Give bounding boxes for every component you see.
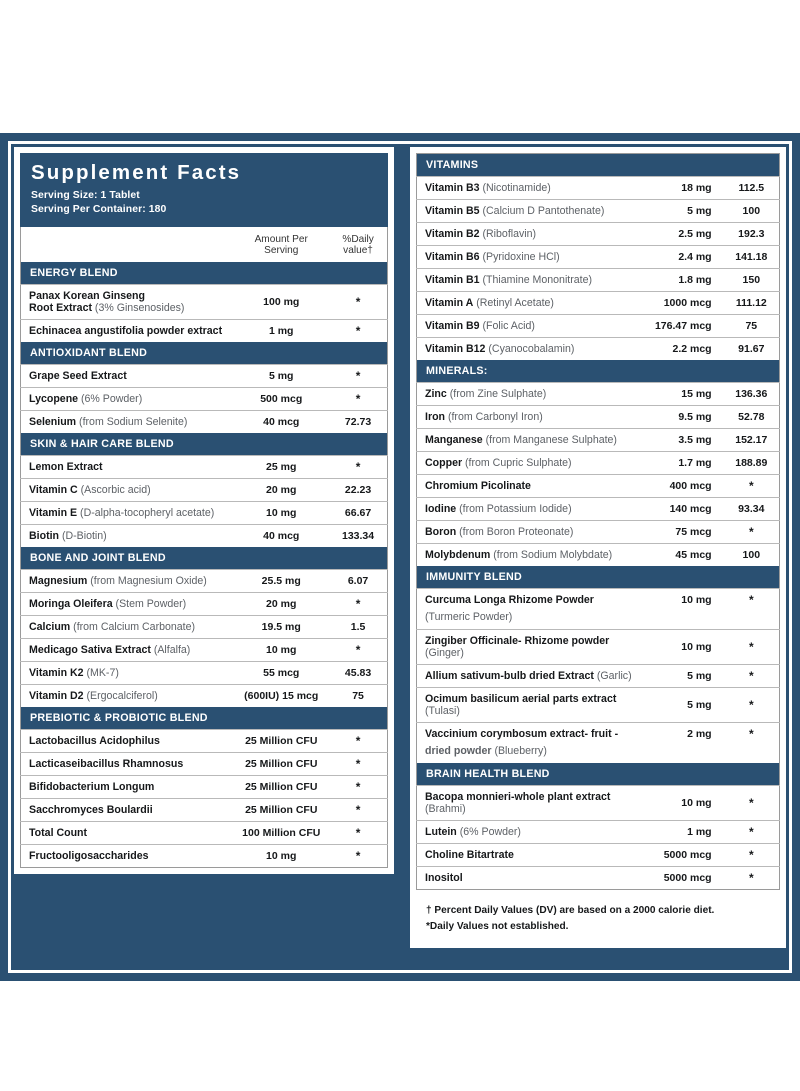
table-row <box>21 525 388 548</box>
daily-value: * <box>325 822 387 845</box>
daily-value: * <box>720 665 780 688</box>
ingredient-name: Grape Seed Extract <box>21 365 234 388</box>
daily-value: * <box>325 320 387 343</box>
ingredient-source: (Stem Powder) <box>112 598 187 611</box>
ingredient-source: (from Carbonyl Iron) <box>445 411 543 423</box>
amount-per-serving: 1 mg <box>233 320 325 343</box>
ingredient-name: Manganese (from Manganese Sulphate) <box>417 429 637 452</box>
daily-value: 133.34 <box>325 525 387 548</box>
table-row <box>417 200 780 223</box>
table-row <box>21 502 388 525</box>
amount-per-serving: 18 mg <box>636 177 719 200</box>
daily-value: 75 <box>325 685 387 708</box>
ingredient-name: Vitamin A (Retinyl Acetate) <box>417 292 637 315</box>
daily-value: * <box>720 821 780 844</box>
amount-per-serving: 1.7 mg <box>636 452 719 475</box>
amount-per-serving: 25 Million CFU <box>233 776 325 799</box>
table-row <box>21 285 388 320</box>
table-row <box>417 723 780 746</box>
ingredient-source: (Garlic) <box>593 670 632 682</box>
ingredient-source: (Brahmi) <box>425 803 466 815</box>
ingredient-name: Lacticaseibacillus Rhamnosus <box>21 753 234 776</box>
amount-per-serving: 500 mcg <box>233 388 325 411</box>
table-row <box>21 411 388 434</box>
amount-per-serving: 19.5 mg <box>233 616 325 639</box>
amount-per-serving: 9.5 mg <box>636 406 719 429</box>
amount-per-serving: 1 mg <box>636 821 719 844</box>
table-row <box>21 662 388 685</box>
table-row <box>417 406 780 429</box>
ingredient-source: (D-Biotin) <box>59 530 107 543</box>
daily-value: 150 <box>720 269 780 292</box>
ingredient-name: Lemon Extract <box>21 456 234 479</box>
section-heading: ENERGY BLEND <box>21 262 388 285</box>
amount-per-serving: 2.4 mg <box>636 246 719 269</box>
table-row <box>21 845 388 868</box>
ingredient-name: Medicago Sativa Extract (Alfalfa) <box>21 639 234 662</box>
daily-value: * <box>325 285 387 320</box>
daily-value: * <box>325 730 387 753</box>
ingredient-source: (MK-7) <box>83 667 119 680</box>
daily-value: 75 <box>720 315 780 338</box>
ingredient-name: Total Count <box>21 822 234 845</box>
amount-per-serving: 25 Million CFU <box>233 799 325 822</box>
ingredient-source: (from Potassium Iodide) <box>456 503 572 515</box>
section-heading-row <box>21 433 388 456</box>
daily-value: * <box>720 786 780 821</box>
ingredient-source: (from Manganese Sulphate) <box>482 434 617 446</box>
amount-per-serving: 5 mg <box>636 200 719 223</box>
ingredient-name: Selenium (from Sodium Selenite) <box>21 411 234 434</box>
page-title: Supplement Facts <box>31 161 242 184</box>
amount-per-serving: 25 Million CFU <box>233 753 325 776</box>
ingredient-source: (Riboflavin) <box>479 228 537 240</box>
ingredient-name: Lycopene (6% Powder) <box>21 388 234 411</box>
table-row <box>21 730 388 753</box>
serving-size: Serving Size: 1 Tablet <box>31 189 140 201</box>
ingredient-source: (D-alpha-tocopheryl acetate) <box>77 507 215 520</box>
ingredient-name: Vitamin B12 (Cyanocobalamin) <box>417 338 637 361</box>
table-row <box>417 786 780 821</box>
table-row <box>417 630 780 665</box>
daily-value: * <box>720 867 780 890</box>
daily-value: 188.89 <box>720 452 780 475</box>
column-header-blank <box>21 227 234 262</box>
serving-per-container: Serving Per Container: 180 <box>31 204 167 216</box>
amount-per-serving: 20 mg <box>233 479 325 502</box>
daily-value: 100 <box>720 544 780 567</box>
ingredient-name: Curcuma Longa Rhizome Powder <box>417 589 637 612</box>
amount-per-serving: 10 mg <box>233 639 325 662</box>
column-header-amount: Amount Per Serving <box>254 234 308 257</box>
amount-per-serving: 40 mcg <box>233 525 325 548</box>
section-heading: IMMUNITY BLEND <box>417 566 780 589</box>
amount-per-serving: 25 mg <box>233 456 325 479</box>
daily-value: * <box>720 844 780 867</box>
ingredient-name: Zingiber Officinale- Rhizome powder (Ginger) <box>417 630 637 665</box>
ingredient-name: Copper (from Cupric Sulphate) <box>417 452 637 475</box>
ingredient-name: Vitamin C (Ascorbic acid) <box>21 479 234 502</box>
daily-value: * <box>325 776 387 799</box>
amount-per-serving: 45 mcg <box>636 544 719 567</box>
section-heading-row <box>21 547 388 570</box>
amount-per-serving: 55 mcg <box>233 662 325 685</box>
ingredient-name: Biotin (D-Biotin) <box>21 525 234 548</box>
ingredient-name-continued: dried powder (Blueberry) <box>425 745 547 757</box>
ingredient-source: (Folic Acid) <box>479 320 535 332</box>
ingredient-name: Lutein (6% Powder) <box>417 821 637 844</box>
amount-per-serving: 2 mg <box>636 723 719 746</box>
amount-per-serving: 3.5 mg <box>636 429 719 452</box>
ingredient-name: Calcium (from Calcium Carbonate) <box>21 616 234 639</box>
supplement-facts-columns <box>14 147 786 948</box>
daily-value: * <box>720 630 780 665</box>
daily-value: 111.12 <box>720 292 780 315</box>
section-heading: MINERALS: <box>417 360 780 383</box>
ingredient-name: Moringa Oleifera (Stem Powder) <box>21 593 234 616</box>
table-row <box>417 821 780 844</box>
ingredient-source: (6% Powder) <box>456 826 521 838</box>
daily-value: 22.23 <box>325 479 387 502</box>
amount-per-serving: (600IU) 15 mcg <box>233 685 325 708</box>
ingredient-source: (from Sodium Molybdate) <box>490 549 613 561</box>
right-nutrition-table <box>416 153 780 890</box>
table-row <box>21 479 388 502</box>
section-heading: VITAMINS <box>417 154 780 177</box>
daily-value: 141.18 <box>720 246 780 269</box>
ingredient-name: Inositol <box>417 867 637 890</box>
table-row <box>417 452 780 475</box>
table-row <box>417 292 780 315</box>
daily-value: * <box>720 475 780 498</box>
ingredient-source: (Alfalfa) <box>150 644 191 657</box>
ingredient-source: (Ginger) <box>425 647 464 659</box>
footnote-daily-value: † Percent Daily Values (DV) are based on a 2000 calorie diet. <box>426 905 715 916</box>
column-header-row <box>21 227 388 262</box>
table-row <box>417 223 780 246</box>
ingredient-name: Lactobacillus Acidophilus <box>21 730 234 753</box>
table-row-continuation <box>417 611 780 630</box>
table-row <box>417 429 780 452</box>
amount-per-serving: 2.2 mcg <box>636 338 719 361</box>
ingredient-source: (3% Ginsenosides) <box>91 302 185 315</box>
amount-per-serving: 140 mcg <box>636 498 719 521</box>
ingredient-name: Sacchromyces Boulardii <box>21 799 234 822</box>
table-row <box>21 685 388 708</box>
table-row <box>417 688 780 723</box>
section-heading: ANTIOXIDANT BLEND <box>21 342 388 365</box>
ingredient-source: (from Sodium Selenite) <box>76 416 188 429</box>
table-row <box>417 544 780 567</box>
ingredient-name: Panax Korean Ginseng Root Extract (3% Ginsenosides) <box>21 285 234 320</box>
ingredient-name: Iron (from Carbonyl Iron) <box>417 406 637 429</box>
table-row <box>21 639 388 662</box>
ingredient-name: Zinc (from Zine Sulphate) <box>417 383 637 406</box>
table-row <box>21 799 388 822</box>
ingredient-source: (Tulasi) <box>425 705 460 717</box>
table-row <box>21 822 388 845</box>
daily-value: * <box>325 456 387 479</box>
ingredient-source: (Ascorbic acid) <box>77 484 151 497</box>
daily-value: * <box>325 593 387 616</box>
amount-per-serving: 176.47 mcg <box>636 315 719 338</box>
section-heading-row <box>417 154 780 177</box>
amount-per-serving: 100 Million CFU <box>233 822 325 845</box>
daily-value: 66.67 <box>325 502 387 525</box>
section-heading-row <box>21 707 388 730</box>
ingredient-source: (from Magnesium Oxide) <box>87 575 207 588</box>
amount-per-serving: 75 mcg <box>636 521 719 544</box>
amount-per-serving: 5000 mcg <box>636 867 719 890</box>
daily-value: 52.78 <box>720 406 780 429</box>
ingredient-source: (Cyanocobalamin) <box>485 343 575 355</box>
table-row <box>417 665 780 688</box>
amount-per-serving: 15 mg <box>636 383 719 406</box>
ingredient-source: (Pyridoxine HCl) <box>479 251 560 263</box>
ingredient-name: Vaccinium corymbosum extract- fruit - <box>417 723 637 746</box>
right-panel <box>410 147 786 948</box>
amount-per-serving: 20 mg <box>233 593 325 616</box>
ingredient-source: (Retinyl Acetate) <box>473 297 554 309</box>
section-heading: BONE AND JOINT BLEND <box>21 547 388 570</box>
daily-value: * <box>325 753 387 776</box>
amount-per-serving: 10 mg <box>233 502 325 525</box>
daily-value: 1.5 <box>325 616 387 639</box>
ingredient-name: Vitamin K2 (MK-7) <box>21 662 234 685</box>
ingredient-name: Echinacea angustifolia powder extract <box>21 320 234 343</box>
daily-value: * <box>720 723 780 746</box>
table-row <box>21 776 388 799</box>
ingredient-name: Boron (from Boron Proteonate) <box>417 521 637 544</box>
table-row <box>417 269 780 292</box>
daily-value: * <box>720 589 780 612</box>
ingredient-source: (Thiamine Mononitrate) <box>479 274 593 286</box>
ingredient-source: (6% Powder) <box>78 393 143 406</box>
ingredient-name: Vitamin B2 (Riboflavin) <box>417 223 637 246</box>
table-row <box>417 498 780 521</box>
ingredient-source: (from Zine Sulphate) <box>446 388 547 400</box>
daily-value: * <box>720 688 780 723</box>
section-heading-row <box>21 342 388 365</box>
amount-per-serving: 400 mcg <box>636 475 719 498</box>
table-row <box>21 616 388 639</box>
column-header-daily-value: %Daily value† <box>342 234 374 257</box>
section-heading: SKIN & HAIR CARE BLEND <box>21 433 388 456</box>
ingredient-source: (Nicotinamide) <box>479 182 551 194</box>
table-row <box>417 844 780 867</box>
ingredient-name: Vitamin B9 (Folic Acid) <box>417 315 637 338</box>
table-row <box>417 383 780 406</box>
ingredient-name: Molybdenum (from Sodium Molybdate) <box>417 544 637 567</box>
ingredient-source: (from Cupric Sulphate) <box>462 457 572 469</box>
daily-value: 93.34 <box>720 498 780 521</box>
amount-per-serving: 40 mcg <box>233 411 325 434</box>
daily-value: 112.5 <box>720 177 780 200</box>
ingredient-name: Vitamin B5 (Calcium D Pantothenate) <box>417 200 637 223</box>
amount-per-serving: 25 Million CFU <box>233 730 325 753</box>
amount-per-serving: 1000 mcg <box>636 292 719 315</box>
section-heading-row <box>417 763 780 786</box>
section-heading-row <box>21 262 388 285</box>
daily-value: * <box>720 521 780 544</box>
table-row <box>21 593 388 616</box>
amount-per-serving: 5 mg <box>636 665 719 688</box>
ingredient-name: Vitamin E (D-alpha-tocopheryl acetate) <box>21 502 234 525</box>
ingredient-name: Vitamin B3 (Nicotinamide) <box>417 177 637 200</box>
daily-value: 6.07 <box>325 570 387 593</box>
supplement-facts-header <box>20 153 388 227</box>
ingredient-source: (from Calcium Carbonate) <box>70 621 196 634</box>
ingredient-name: Bacopa monnieri-whole plant extract (Brahmi) <box>417 786 637 821</box>
table-row <box>417 315 780 338</box>
ingredient-source: (Ergocalciferol) <box>83 690 158 703</box>
table-row <box>417 589 780 612</box>
table-row <box>21 570 388 593</box>
ingredient-name-continued: (Turmeric Powder) <box>425 611 513 623</box>
footnotes <box>416 890 780 942</box>
table-row <box>21 753 388 776</box>
amount-per-serving: 10 mg <box>636 589 719 612</box>
table-row <box>21 456 388 479</box>
table-row <box>21 365 388 388</box>
daily-value: * <box>325 388 387 411</box>
daily-value: 100 <box>720 200 780 223</box>
amount-per-serving: 2.5 mg <box>636 223 719 246</box>
amount-per-serving: 10 mg <box>636 786 719 821</box>
section-heading: BRAIN HEALTH BLEND <box>417 763 780 786</box>
amount-per-serving: 5 mg <box>636 688 719 723</box>
daily-value: 152.17 <box>720 429 780 452</box>
table-row <box>21 320 388 343</box>
amount-per-serving: 100 mg <box>233 285 325 320</box>
daily-value: * <box>325 799 387 822</box>
table-row <box>417 475 780 498</box>
daily-value: 192.3 <box>720 223 780 246</box>
daily-value: * <box>325 845 387 868</box>
ingredient-name: Chromium Picolinate <box>417 475 637 498</box>
left-panel <box>14 147 394 874</box>
ingredient-name: Fructooligosaccharides <box>21 845 234 868</box>
section-heading: PREBIOTIC & PROBIOTIC BLEND <box>21 707 388 730</box>
table-row <box>417 177 780 200</box>
table-row <box>417 521 780 544</box>
ingredient-source: (Calcium D Pantothenate) <box>479 205 605 217</box>
ingredient-name: Vitamin B6 (Pyridoxine HCl) <box>417 246 637 269</box>
table-row-continuation <box>417 745 780 763</box>
left-nutrition-table <box>20 227 388 868</box>
ingredient-name: Ocimum basilicum aerial parts extract (Tulasi) <box>417 688 637 723</box>
amount-per-serving: 5 mg <box>233 365 325 388</box>
daily-value: 72.73 <box>325 411 387 434</box>
section-heading-row <box>417 566 780 589</box>
section-heading-row <box>417 360 780 383</box>
table-row <box>417 246 780 269</box>
ingredient-source: (Blueberry) <box>491 745 547 757</box>
daily-value: * <box>325 639 387 662</box>
ingredient-name: Choline Bitartrate <box>417 844 637 867</box>
daily-value: 45.83 <box>325 662 387 685</box>
ingredient-source: (from Boron Proteonate) <box>456 526 574 538</box>
footnote-not-established: *Daily Values not established. <box>426 920 569 932</box>
ingredient-name: Allium sativum-bulb dried Extract (Garlic) <box>417 665 637 688</box>
daily-value: 136.36 <box>720 383 780 406</box>
ingredient-name: Magnesium (from Magnesium Oxide) <box>21 570 234 593</box>
ingredient-name: Vitamin B1 (Thiamine Mononitrate) <box>417 269 637 292</box>
table-row <box>417 338 780 361</box>
ingredient-name: Bifidobacterium Longum <box>21 776 234 799</box>
amount-per-serving: 10 mg <box>233 845 325 868</box>
amount-per-serving: 5000 mcg <box>636 844 719 867</box>
amount-per-serving: 10 mg <box>636 630 719 665</box>
table-row <box>21 388 388 411</box>
daily-value: 91.67 <box>720 338 780 361</box>
ingredient-name: Iodine (from Potassium Iodide) <box>417 498 637 521</box>
amount-per-serving: 25.5 mg <box>233 570 325 593</box>
ingredient-name: Vitamin D2 (Ergocalciferol) <box>21 685 234 708</box>
amount-per-serving: 1.8 mg <box>636 269 719 292</box>
daily-value: * <box>325 365 387 388</box>
table-row <box>417 867 780 890</box>
